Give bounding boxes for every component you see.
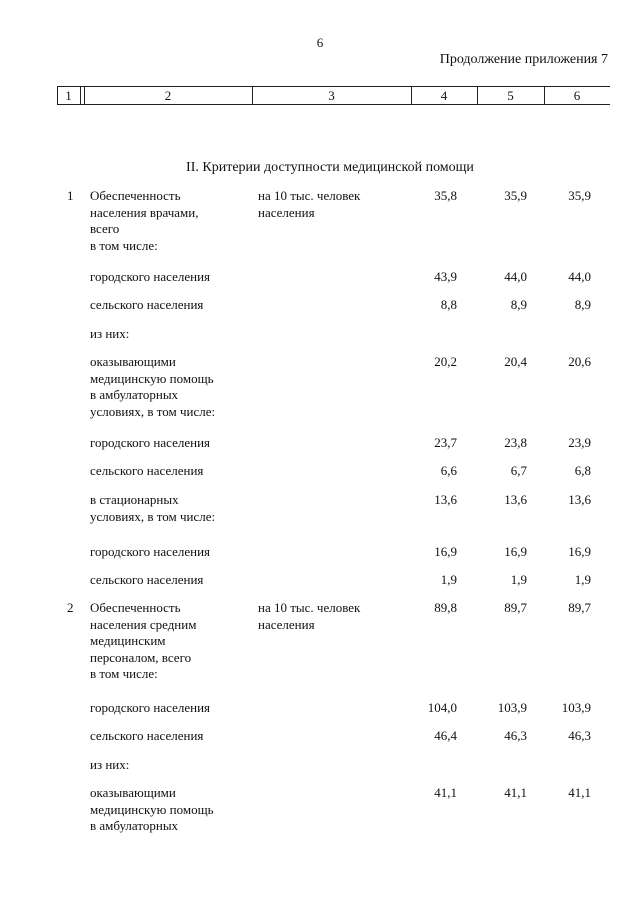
row-value: 89,7 <box>504 600 527 615</box>
row-value: 41,1 <box>568 785 591 800</box>
row-value: 13,6 <box>568 492 591 507</box>
page-number: 6 <box>316 35 324 50</box>
row-label: городского населения <box>90 435 211 450</box>
header-top-border <box>57 86 610 87</box>
row-label: персоналом, всего <box>90 649 192 665</box>
continuation-heading: Продолжение приложения 7 <box>439 52 608 67</box>
column-header: 5 <box>507 88 514 103</box>
row-value: 89,8 <box>434 600 457 615</box>
row-label: медицинскую помощь <box>90 801 214 817</box>
column-header: 3 <box>328 88 335 103</box>
row-number: 1 <box>67 188 74 203</box>
row-value: 20,6 <box>568 354 591 369</box>
row-value: 46,4 <box>434 728 457 743</box>
row-value: 23,7 <box>434 435 457 450</box>
row-value: 103,9 <box>497 700 527 715</box>
row-value: 6,8 <box>574 463 591 478</box>
row-label: условиях, в том числе: <box>90 508 216 524</box>
row-value: 13,6 <box>434 492 457 507</box>
row-value: 6,7 <box>510 463 527 478</box>
row-value: 8,9 <box>510 297 527 312</box>
row-value: 23,8 <box>504 435 527 450</box>
row-number: 2 <box>67 600 74 615</box>
row-label: всего <box>90 221 120 236</box>
row-label: в амбулаторных <box>90 818 179 833</box>
row-value: 103,9 <box>561 700 591 715</box>
row-label: из них: <box>90 326 130 341</box>
column-header-row <box>57 86 610 105</box>
row-value: 35,9 <box>504 188 527 203</box>
row-value: 1,9 <box>440 572 457 587</box>
row-label: из них: <box>90 757 130 772</box>
row-unit: на 10 тыс. человек <box>258 600 361 615</box>
row-label: городского населения <box>90 269 211 284</box>
row-unit: на 10 тыс. человек <box>258 188 361 203</box>
row-value: 44,0 <box>504 269 527 284</box>
row-label: сельского населения <box>90 728 204 743</box>
row-label: оказывающими <box>90 354 176 369</box>
section-title: II. Критерии доступности медицинской помощи <box>186 160 474 175</box>
row-value: 1,9 <box>574 572 591 587</box>
row-label: в том числе: <box>90 237 158 253</box>
row-value: 89,7 <box>568 600 591 615</box>
row-value: 44,0 <box>568 269 591 284</box>
row-value: 41,1 <box>434 785 457 800</box>
column-header: 2 <box>164 88 172 103</box>
row-value: 20,2 <box>434 354 457 369</box>
row-value: 16,9 <box>434 544 457 559</box>
row-value: 6,6 <box>440 463 457 478</box>
row-label: городского населения <box>90 700 211 715</box>
row-value: 23,9 <box>568 435 591 450</box>
row-label: в амбулаторных <box>90 387 179 402</box>
row-value: 43,9 <box>434 269 457 284</box>
row-label: городского населения <box>90 544 211 559</box>
row-unit: населения <box>258 204 315 220</box>
row-label: сельского населения <box>90 572 204 587</box>
row-label: сельского населения <box>90 297 204 312</box>
row-value: 16,9 <box>504 544 527 559</box>
row-label: медицинскую помощь <box>90 370 214 386</box>
row-label: населения средним <box>90 616 197 632</box>
row-label: сельского населения <box>90 463 204 478</box>
column-header: 1 <box>65 88 72 103</box>
column-header: 6 <box>573 88 581 103</box>
row-value: 46,3 <box>568 728 591 743</box>
row-value: 35,8 <box>434 188 457 203</box>
header-divider <box>80 86 81 105</box>
row-value: 13,6 <box>504 492 527 507</box>
row-label: медицинским <box>90 633 166 648</box>
row-value: 20,4 <box>504 354 527 369</box>
row-label: условиях, в том числе: <box>90 403 216 419</box>
row-label: в стационарных <box>90 492 179 507</box>
row-unit: населения <box>258 616 315 632</box>
column-header: 4 <box>440 88 448 103</box>
row-value: 41,1 <box>504 785 527 800</box>
row-value: 104,0 <box>427 700 457 715</box>
header-bottom-border <box>57 104 610 105</box>
row-value: 46,3 <box>504 728 527 743</box>
row-label: в том числе: <box>90 666 158 681</box>
row-label: Обеспеченность <box>90 600 181 615</box>
row-value: 8,8 <box>440 297 457 312</box>
row-value: 16,9 <box>568 544 591 559</box>
row-value: 8,9 <box>574 297 591 312</box>
row-label: населения врачами, <box>90 204 199 220</box>
row-value: 1,9 <box>510 572 527 587</box>
row-label: Обеспеченность <box>90 188 181 203</box>
row-label: оказывающими <box>90 785 176 800</box>
row-value: 35,9 <box>568 188 591 203</box>
